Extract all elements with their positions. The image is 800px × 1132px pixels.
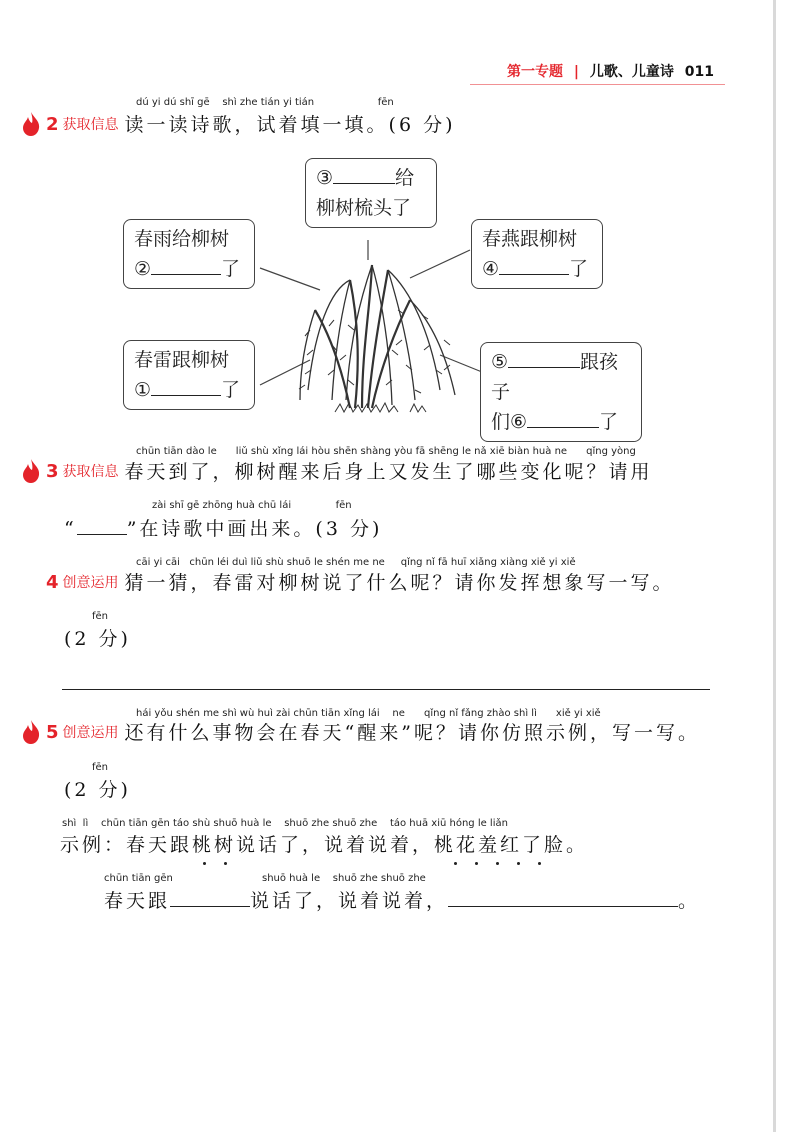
fill-text: 春天跟 bbox=[104, 890, 171, 912]
box-text: 春雨给柳树 bbox=[134, 228, 230, 250]
question-4 bbox=[20, 568, 675, 595]
question-3 bbox=[20, 457, 653, 484]
quote-open: “ bbox=[64, 518, 77, 540]
flame-icon bbox=[20, 458, 42, 484]
question-text: 还有什么事物会在春天“醒来”呢？请你仿照示例，写一写。 bbox=[124, 722, 700, 744]
emphasis-dot bbox=[517, 862, 520, 865]
blank-number-2: ② bbox=[134, 258, 152, 280]
box-text: 了 bbox=[569, 258, 589, 280]
header-separator: | bbox=[573, 64, 580, 80]
blank-number-3: ③ bbox=[316, 167, 334, 189]
question-number: 4 bbox=[46, 572, 59, 593]
blank-4[interactable] bbox=[499, 256, 569, 275]
question-tag: 获取信息 bbox=[62, 117, 119, 133]
blank-number-6: 们⑥ bbox=[491, 411, 528, 433]
box-text: 春燕跟柳树 bbox=[482, 228, 578, 250]
page-number: 011 bbox=[684, 64, 714, 80]
blank-6[interactable] bbox=[527, 409, 599, 428]
box-text: 了 bbox=[221, 379, 241, 401]
box-left bbox=[123, 219, 255, 289]
fill-text: 。 bbox=[678, 890, 701, 912]
box-text: 跟孩子 bbox=[491, 351, 619, 403]
box-text: 春雷跟柳树 bbox=[134, 349, 230, 371]
fill-sentence bbox=[104, 886, 700, 913]
emphasis-dot bbox=[203, 862, 206, 865]
example-sentence: 示例：春天跟桃树说话了，说着说着，桃花羞红了脸。 bbox=[60, 834, 589, 856]
q3-pinyin-2: zài shī gē zhōng huà chū lái fēn bbox=[152, 500, 352, 511]
q4-pinyin: cāi yi cāi chūn léi duì liǔ shù shuō le shén me ne qǐng nǐ fā huī xiǎng xiàng xiě yi xiě bbox=[136, 557, 576, 568]
q5-pinyin-2: fēn bbox=[92, 762, 109, 773]
box-bottom-right bbox=[480, 342, 642, 442]
page-edge-shadow bbox=[773, 0, 776, 1132]
question-text: 读一读诗歌，试着填一填。(6 分) bbox=[124, 114, 456, 136]
box-right bbox=[471, 219, 603, 289]
question-tag: 创意运用 bbox=[62, 725, 119, 741]
header-rule bbox=[470, 84, 725, 85]
page-header bbox=[507, 61, 714, 81]
answer-blank[interactable] bbox=[170, 888, 250, 907]
q4-pinyin-2: fēn bbox=[92, 611, 109, 622]
emphasis-dot bbox=[496, 862, 499, 865]
blank-5[interactable] bbox=[508, 349, 580, 368]
question-tag: 获取信息 bbox=[62, 464, 119, 480]
emphasis-dot bbox=[224, 862, 227, 865]
emphasis-dot bbox=[454, 862, 457, 865]
question-number: 3 bbox=[46, 461, 59, 482]
question-5 bbox=[20, 718, 700, 745]
answer-blank[interactable] bbox=[448, 888, 678, 907]
question-number: 2 bbox=[46, 114, 59, 135]
flame-icon bbox=[20, 111, 42, 137]
question-2 bbox=[20, 110, 456, 137]
score: (2 分) bbox=[64, 628, 131, 650]
score: (2 分) bbox=[64, 779, 131, 801]
blank-2[interactable] bbox=[151, 256, 221, 275]
q3-pinyin: chūn tiān dào le liǔ shù xǐng lái hòu shēn shàng yòu fā shēng le nǎ xiē biàn huà ne qǐng yòng bbox=[136, 446, 636, 457]
q2-pinyin: dú yi dú shī gē shì zhe tián yi tián fēn bbox=[136, 97, 394, 108]
box-top bbox=[305, 158, 437, 228]
fill-text: 说话了，说着说着， bbox=[250, 890, 449, 912]
emphasis-dot bbox=[475, 862, 478, 865]
section-title: 儿歌、儿童诗 bbox=[589, 64, 674, 80]
q5-pinyin: hái yǒu shén me shì wù huì zài chūn tiān xǐng lái ne qǐng nǐ fǎng zhào shì lì xiě yi xiě bbox=[136, 708, 601, 719]
example-pinyin: shì lì chūn tiān gēn táo shù shuō huà le shuō zhe shuō zhe táo huā xiū hóng le liǎn bbox=[62, 818, 508, 829]
fill-pinyin-a: chūn tiān gēn bbox=[104, 873, 173, 884]
blank-number-1: ① bbox=[134, 379, 152, 401]
question-text: 春天到了，柳树醒来后身上又发生了哪些变化呢？请用 bbox=[124, 461, 653, 483]
blank-number-5: ⑤ bbox=[491, 351, 509, 373]
blank-1[interactable] bbox=[151, 377, 221, 396]
box-text: 给 bbox=[395, 167, 415, 189]
question-3-line-2 bbox=[64, 514, 382, 541]
question-text: ”在诗歌中画出来。(3 分) bbox=[126, 518, 383, 540]
blank-number-4: ④ bbox=[482, 258, 500, 280]
fill-pinyin-b: shuō huà le shuō zhe shuō zhe bbox=[262, 873, 426, 884]
question-number: 5 bbox=[46, 722, 59, 743]
box-text: 柳树梳头了 bbox=[316, 197, 412, 219]
question-tag: 创意运用 bbox=[62, 575, 119, 591]
emphasis-dot bbox=[538, 862, 541, 865]
blank-3[interactable] bbox=[333, 165, 395, 184]
box-bottom-left bbox=[123, 340, 255, 410]
flame-icon bbox=[20, 719, 42, 745]
box-text: 了 bbox=[221, 258, 241, 280]
question-text: 猜一猜，春雷对柳树说了什么呢？请你发挥想象写一写。 bbox=[124, 572, 675, 594]
section-label: 第一专题 bbox=[507, 64, 564, 80]
answer-blank[interactable] bbox=[77, 516, 127, 535]
answer-line[interactable] bbox=[62, 689, 710, 690]
box-text: 了 bbox=[599, 411, 619, 433]
